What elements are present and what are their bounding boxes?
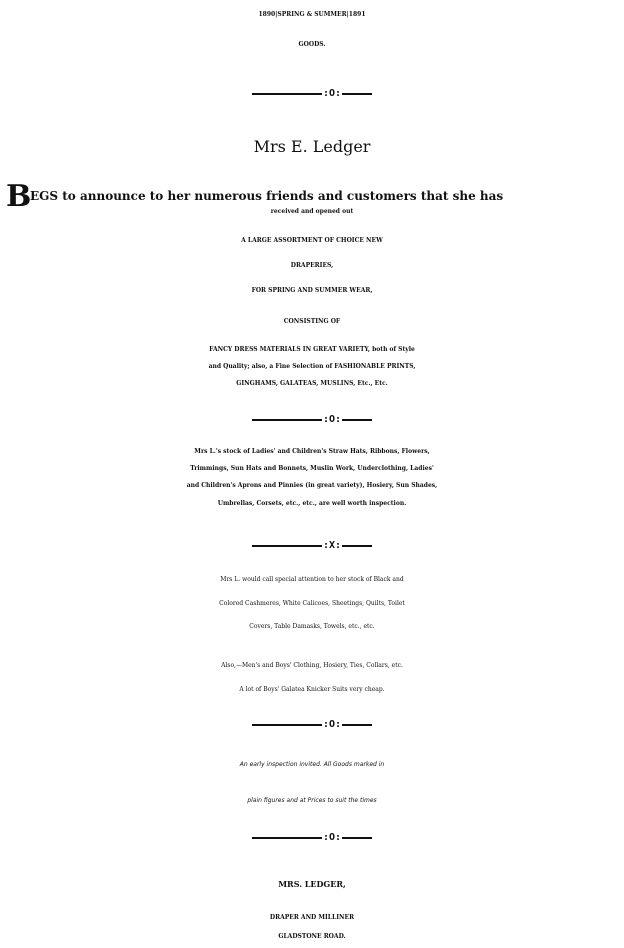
goods-heading: GOODS. [298,41,326,48]
footer-trade: DRAPER AND MILLINER [269,914,355,921]
divider: :O: [0,414,624,427]
special-line-2: Colored Cashmeres, White Calicoes, Sheetings, Quilts, Toilet [219,600,405,607]
mens-line-1: Also,—Men's and Boys' Clothing, Hosiery, Ties, Collars, etc. [221,662,403,669]
materials-line-2: and Quality; also, a Fine Selection of FASHIONABLE PRINTS, [208,363,416,370]
footer-name: MRS. LEDGER, [278,879,346,889]
stock-line-2: Trimmings, Sun Hats and Bonnets, Muslin Work, Underclothing, Ladies' [190,465,434,472]
divider: :X: [0,540,624,553]
assortment-line-2: DRAPERIES, [290,262,334,269]
drop-cap: B [6,179,32,214]
assortment-line-3: FOR SPRING AND SUMMER WEAR, [251,287,373,294]
materials-line-3: GINGHAMS, GALATEAS, MUSLINS, Etc., Etc. [236,380,388,387]
materials-line-1: FANCY DRESS MATERIALS IN GREAT VARIETY, both of Style [209,346,415,353]
special-line-1: Mrs L. would call special attention to her stock of Black and [220,576,404,583]
stock-line-4: Umbrellas, Corsets, etc., etc., are well worth inspection. [217,500,407,507]
intro-line-2: received and opened out [270,208,354,215]
assortment-line-1: A LARGE ASSORTMENT OF CHOICE NEW [241,237,383,244]
proprietor-name: Mrs E. Ledger [253,137,371,156]
intro-line-1: EGS to announce to her numerous friends and customers that she has [30,189,504,203]
stock-line-3: and Children's Aprons and Pinnies (in great variety), Hosiery, Sun Shades, [186,482,438,489]
consisting-of: CONSISTING OF [283,318,341,325]
mens-line-2: A lot of Boys' Galatea Knicker Suits very cheap. [239,686,385,693]
footer-address: GLADSTONE ROAD. [278,933,346,940]
invitation-line-2: plain figures and at Prices to suit the times [247,797,377,804]
divider: :O: [0,88,624,101]
divider: :O: [0,719,624,732]
invitation-line-1: An early inspection invited. All Goods marked in [239,761,385,768]
divider: :O: [0,832,624,845]
stock-line-1: Mrs L.'s stock of Ladies' and Children's Straw Hats, Ribbons, Flowers, [194,448,430,455]
season-heading: 1890|SPRING & SUMMER|1891 [258,11,366,18]
special-line-3: Covers, Table Damasks, Towels, etc., etc. [249,623,375,630]
